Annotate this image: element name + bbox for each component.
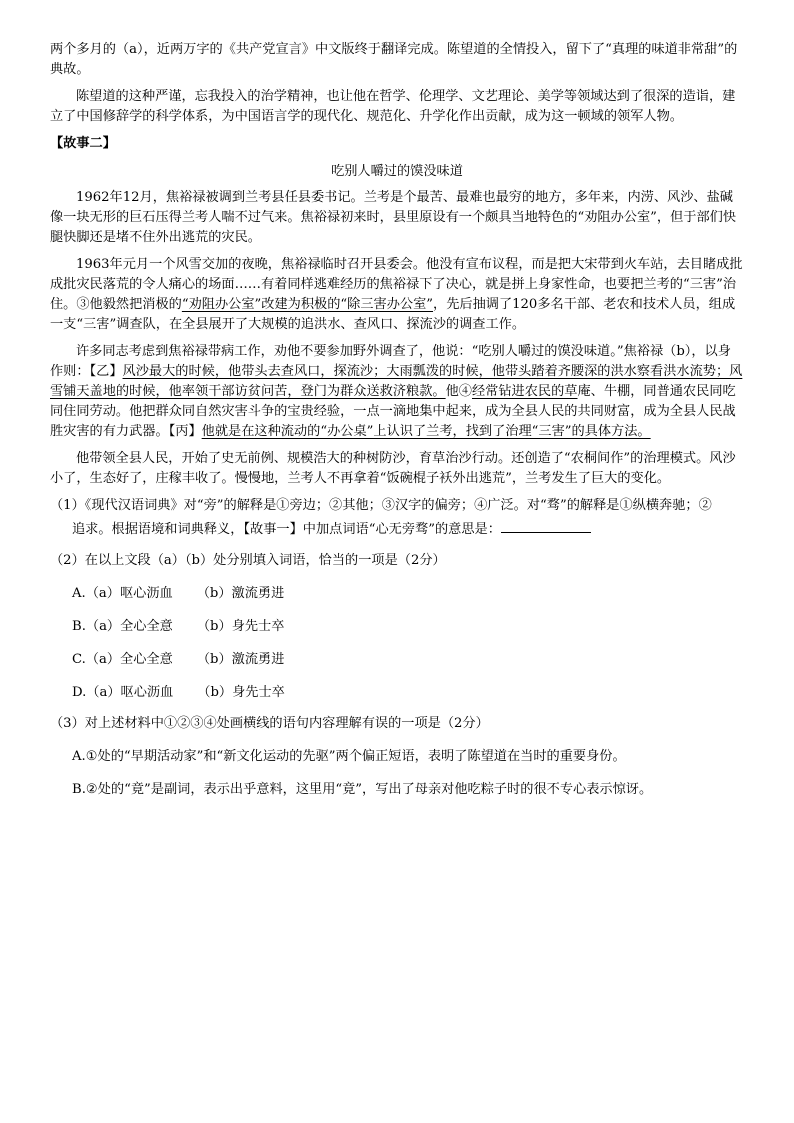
option-c[interactable] <box>50 650 744 670</box>
paragraph-text: 他④ <box>445 384 472 399</box>
option-a[interactable] <box>50 584 744 604</box>
answer-blank[interactable] <box>501 518 591 533</box>
passage-continuation: 两个多月的（a），近两万字的《共产党宣言》中文版终于翻译完成。陈望道的全情投入，留下了“真理的味道非常甜”的典故。 <box>50 42 738 77</box>
story-paragraph-1: 1962年12月，焦裕禄被调到兰考县任县委书记。兰考是个最苦、最难也最穷的地方，多年来，内涝、风沙、盐碱像一块无形的巨石压得兰考人喘不过气来。焦裕禄初来时，县里原设有一个颇具当地特色的“劝阻办公室”，但于部们快腿快脚还是堵不住外出逃荒的灾民。 <box>50 190 737 245</box>
story-title: 吃别人嚼过的馍没味道 <box>331 164 463 179</box>
marker-bing: 【丙】 <box>168 424 202 439</box>
paragraph-text: 1963年元月一个风雪交加的夜晚，焦裕禄临时召开县委会。他没有宣布议程，而是把大宋带到火车站，去目睹成批成批灾民落荒的令人痛心的场面……有着同样逃难经历的焦裕禄下了决心，就是拼上身家性命，也要把兰考的“三害”治住。③他毅然把消极的 <box>50 257 743 312</box>
option-c-part-b: （b）激流勇进 <box>196 652 285 667</box>
underlined-sentence-3: “劝阻办公室”改建为积极的“除三害办公室” <box>181 297 434 312</box>
option-c-part-a: C.（a）全心全意 <box>72 652 173 667</box>
question-1: （1）《现代汉语词典》对“旁”的解释是①旁边；②其他；③汉字的偏旁；④广泛。对“骛”的解释是①纵横奔驰；② <box>50 498 712 513</box>
story-heading: 【故事二】 <box>50 136 116 151</box>
question-text: 追求。根据语境和词典释义，【故事一】中加点词语“心无旁骛”的意思是： <box>72 522 501 537</box>
option-b[interactable] <box>50 617 744 637</box>
document-page <box>50 40 744 800</box>
q3-option-b[interactable]: B.②处的“竟”是副词，表示出乎意料，这里用“竟”，写出了母亲对他吃粽子时的很不专心表示惊讶。 <box>72 782 653 797</box>
question-1-continuation <box>50 518 744 540</box>
question-2: （2）在以上文段（a）（b）处分别填入词语，恰当的一项是（2分） <box>50 553 446 568</box>
q3-option-a[interactable]: A.①处的“早期活动家”和“新文化运动的先驱”两个偏正短语，表明了陈望道在当时的重要身份。 <box>72 749 626 764</box>
option-d-part-a: D.（a）呕心沥血 <box>72 685 174 700</box>
paragraph-text: 庵、牛棚，同普通农民同吃同住同劳动。他把群众同自然灾害斗争的宝贵经验，一点一滴地集中起来，成为全县人民的共同财富，成为全县人民战胜灾害的有力武器。 <box>50 384 736 439</box>
story-paragraph-3 <box>50 342 744 442</box>
option-b-part-a: B.（a）全心全意 <box>72 619 173 634</box>
story-paragraph-4: 他带领全县人民，开始了史无前例、规模浩大的种树防沙，育草治沙行动。还创造了“农桐间作”的治理模式。风沙小了，生态好了，庄稼丰收了。慢慢地，兰考人不再拿着“饭碗棍子袄外出逃荒”，兰考发生了巨大的变化。 <box>50 451 736 486</box>
underlined-sentence-yi: 风沙最大的时候，他带头去查风口，探流沙；大雨瓢泼的时候，他带头踏着齐腰深的洪水察看洪水流势；风雪铺天盖地的时候，他率领干部访贫问苦，登门为群众送救济粮款。 <box>50 364 743 399</box>
option-d-part-b: （b）身先士卒 <box>197 685 285 700</box>
option-b-part-b: （b）身先士卒 <box>196 619 285 634</box>
paragraph-text: ，先后抽调了120多名干部、老农和技术人员，组成一支“三害”调查队，在全县展开了大规模的追洪水、查风口、探流沙的调查工作。 <box>50 297 736 332</box>
option-d[interactable] <box>50 683 744 703</box>
option-a-part-a: A.（a）呕心沥血 <box>72 586 173 601</box>
underlined-sentence-4: 经常钻进农民的草 <box>472 384 578 399</box>
story-paragraph-2 <box>50 255 744 335</box>
paragraph-text: 许多同志考虑到焦裕禄带病工作，劝他不要参加野外调查了，他说：“吃别人嚼过的馍没味道。”焦裕禄（b），以身作则：【乙】 <box>50 344 731 379</box>
option-a-part-b: （b）激流勇进 <box>196 586 285 601</box>
passage-paragraph: 陈望道的这种严谨，忘我投入的治学精神，也让他在哲学、伦理学、文艺理论、美学等领域达到了很深的造诣，建立了中国修辞学的科学体系，为中国语言学的现代化、规范化、升学化作出贡献，成为这一顿域的领军人物。 <box>50 89 736 124</box>
underlined-sentence-bing: 他就是在这种流动的“办公桌”上认识了兰考，找到了治理“三害”的具体方法。 <box>201 424 651 439</box>
question-3: （3）对上述材料中①②③④处画横线的语句内容理解有误的一项是（2分） <box>50 716 489 731</box>
